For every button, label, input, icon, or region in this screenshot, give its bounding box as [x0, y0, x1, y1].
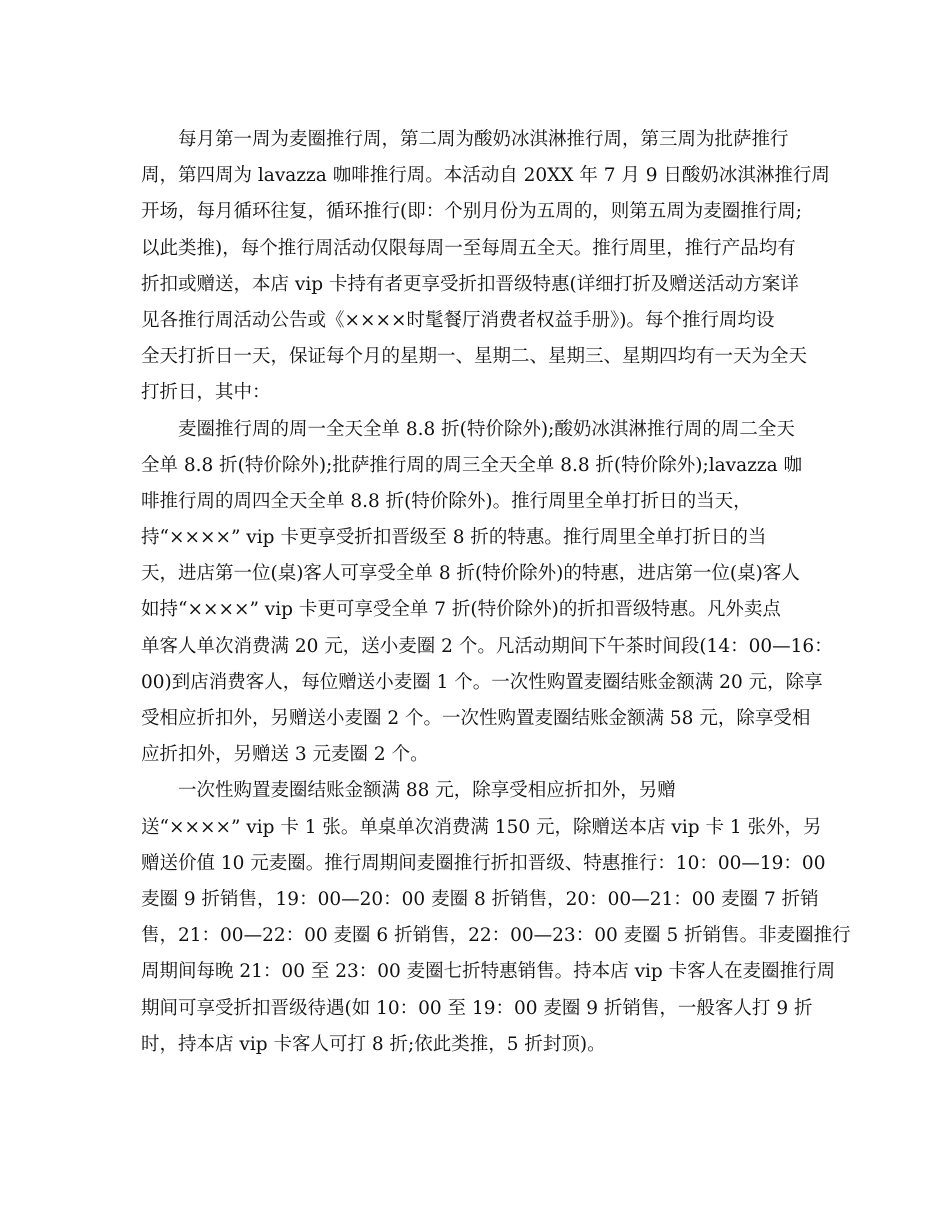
text-line: 如持“××××” vip 卡更可享受全单 7 折(特价除外)的折扣晋级特惠。凡外卖点	[141, 599, 781, 621]
text-line: 时，持本店 vip 卡客人可打 8 折;依此类推，5 折封顶)。	[141, 1033, 606, 1055]
text-line: 折扣或赠送，本店 vip 卡持有者更享受折扣晋级特惠(详细打折及赠送活动方案详	[141, 273, 799, 295]
text-line: 每月第一周为麦圈推行周，第二周为酸奶冰淇淋推行周，第三周为批萨推行	[178, 129, 789, 150]
text-line: 00)到店消费客人，每位赠送小麦圈 1 个。一次性购置麦圈结账金额满 20 元，除享	[141, 671, 823, 693]
text-line: 单客人单次消费满 20 元，送小麦圈 2 个。凡活动期间下午茶时间段(14：00—16：	[141, 635, 833, 657]
text-line: 麦圈推行周的周一全天全单 8.8 折(特价除外);酸奶冰淇淋推行周的周二全天	[178, 418, 795, 440]
text-line: 赠送价值 10 元麦圈。推行周期间麦圈推行折扣晋级、特惠推行：10：00—19：00	[141, 852, 826, 874]
text-line: 送“××××” vip 卡 1 张。单桌单次消费满 150 元，除赠送本店 vip 卡 1 张外，另	[141, 816, 822, 838]
text-line: 以此类推)，每个推行周活动仅限每周一至每周五全天。推行周里，推行产品均有	[141, 237, 796, 259]
text-line: 售，21：00—22：00 麦圈 6 折销售，22：00—23：00 麦圈 5 折销售。非麦圈推行	[141, 925, 851, 947]
text-line: 打折日，其中：	[141, 382, 271, 404]
text-line: 周，第四周为 lavazza 咖啡推行周。本活动自 20XX 年 7 月 9 日酸奶冰淇淋推行周	[141, 165, 830, 187]
paragraph-2	[141, 412, 833, 774]
text-line: 应折扣外，另赠送 3 元麦圈 2 个。	[141, 744, 429, 766]
text-line: 见各推行周活动公告或《××××时髦餐厅消费者权益手册》)。每个推行周均设	[141, 309, 775, 331]
text-line: 持“××××” vip 卡更享受折扣晋级至 8 折的特惠。推行周里全单打折日的当	[141, 527, 767, 549]
text-line: 天，进店第一位(桌)客人可享受全单 8 折(特价除外)的特惠，进店第一位(桌)客人	[141, 563, 800, 585]
text-line: 开场，每月循环往复，循环推行(即：个别月份为五周的，则第五周为麦圈推行周;	[141, 201, 802, 223]
text-line: 啡推行周的周四全天全单 8.8 折(特价除外)。推行周里全单打折日的当天，	[141, 490, 752, 512]
text-line: 全单 8.8 折(特价除外);批萨推行周的周三全天全单 8.8 折(特价除外);lavazza 咖	[141, 454, 803, 476]
text-line: 麦圈 9 折销售，19：00—20：00 麦圈 8 折销售，20：00—21：00 麦圈 7 折销	[141, 888, 819, 910]
paragraph-1	[141, 122, 830, 412]
text-line: 全天打折日一天，保证每个月的星期一、星期二、星期三、星期四均有一天为全天	[141, 346, 808, 368]
paragraph-3	[141, 773, 851, 1063]
text-line: 期间可享受折扣晋级待遇(如 10：00 至 19：00 麦圈 9 折销售，一般客人打 9 折	[141, 997, 813, 1019]
text-line: 受相应折扣外，另赠送小麦圈 2 个。一次性购置麦圈结账金额满 58 元，除享受相	[141, 708, 811, 729]
body-text	[141, 122, 851, 1063]
text-line: 一次性购置麦圈结账金额满 88 元，除享受相应折扣外，另赠	[178, 780, 676, 802]
text-line: 周期间每晚 21：00 至 23：00 麦圈七折特惠销售。持本店 vip 卡客人在麦圈推行周	[141, 961, 836, 983]
